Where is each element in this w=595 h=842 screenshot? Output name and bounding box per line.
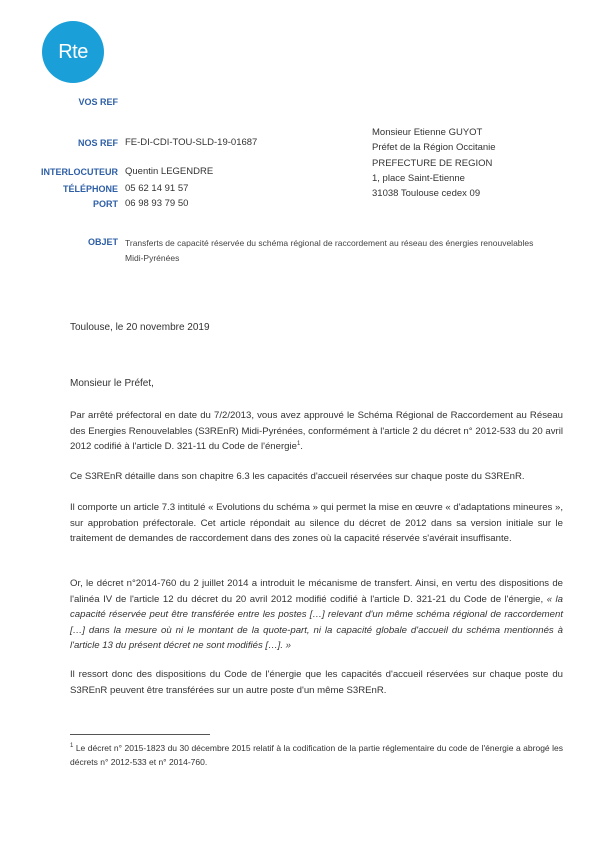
- port-value: 06 98 93 79 50: [125, 198, 189, 209]
- paragraph-3: Il comporte un article 7.3 intitulé « Evolutions du schéma » qui permet la mise en œuvre « d'adaptations mineures », sur approbation préfectorale. Cet article répondait au silence du décret de 2012 dans sa version initiale sur le traitement de demandes de raccordement dans des zones où la capacité réservée s'avérait insuffisante.: [70, 502, 563, 545]
- paragraph-2: Ce S3REnR détaille dans son chapitre 6.3 les capacités d'accueil réservées sur chaque poste du S3REnR.: [70, 471, 525, 482]
- interlocuteur-label: INTERLOCUTEUR: [41, 167, 118, 177]
- nos-ref-value: FE-DI-CDI-TOU-SLD-19-01687: [125, 137, 258, 148]
- salutation: Monsieur le Préfet,: [70, 378, 154, 389]
- recipient-street: 1, place Saint-Etienne: [372, 172, 465, 184]
- footnote: $^1$ Le décret n° 2015-1823 du 30 décembre 2015 relatif à la codification de la partie réglementaire du code de l'énergie a abrogé les décrets n° 2012-533 et n° 2014-760.: [70, 743, 563, 767]
- recipient-city: 31038 Toulouse cedex 09: [372, 188, 481, 200]
- objet-label: OBJET: [87, 237, 118, 247]
- paragraph-1: Par arrêté préfectoral en date du 7/2/2013, vous avez approuvé le Schéma Régional de Raccordement au Réseau des Energies Renouvelables (S3REnR) Midi-Pyrénées, conformément à l'article 2 du décret n° 2012-533 du 20 avril 2012 codifié à l'article D. 321-11 du Code de l'énergie$^1$.: [70, 410, 563, 453]
- port-label: PORT: [92, 199, 118, 209]
- objet-text: Transferts de capacité réservée du schéma régional de raccordement au réseau des énergies renouvelables Midi-Pyrénées: [125, 238, 534, 263]
- decree-quote: « la capacité réservée peut être transférée entre les postes […] relevant d'un même schéma régional de raccordement […] dans la mesure où ni le montant de la quote-part, ni la capacité globale d'accueil du schéma mentionnés à l'article 13 du présent décret ne sont modifiés […]. »: [70, 593, 563, 652]
- paragraph-4: Or, le décret n°2014-760 du 2 juillet 2014 a introduit le mécanisme de transfert. Ainsi, en vertu des dispositions de l'alinéa IV de l'article 12 du décret du 20 avril 2012 modifié codifié à l'article D. 321-21 du Code de l'énergie, « la capacité réservée peut être transférée entre les postes […] relevant d'un même schéma régional de raccordement […] dans la mesure où ni le montant de la quote-part, ni la capacité globale d'accueil du schéma mentionnés à l'article 13 du présent décret ne sont modifiés […]. »: [70, 578, 563, 652]
- paragraph-5: Il ressort donc des dispositions du Code de l'énergie que les capacités d'accueil réservées sur chaque poste du S3REnR peuvent être transférées sur un autre poste d'un même S3REnR.: [70, 669, 563, 696]
- recipient-name: Monsieur Etienne GUYOT: [372, 127, 483, 138]
- footnote-marker: 1: [70, 743, 74, 750]
- rte-logo: Rte: [42, 21, 104, 83]
- letter-date: Toulouse, le 20 novembre 2019: [70, 322, 210, 333]
- telephone-label: TÉLÉPHONE: [62, 184, 118, 194]
- recipient-office: PREFECTURE DE REGION: [372, 157, 493, 169]
- nos-ref-label: NOS REF: [77, 138, 118, 148]
- footnote-ref: 1: [296, 441, 301, 447]
- recipient-address: [372, 125, 496, 201]
- vos-ref-label: VOS REF: [78, 97, 118, 107]
- recipient-title: Préfet de la Région Occitanie: [372, 142, 496, 154]
- interlocuteur-value: Quentin LEGENDRE: [125, 166, 214, 177]
- telephone-value: 05 62 14 91 57: [125, 183, 189, 194]
- footnote-divider: [70, 734, 210, 735]
